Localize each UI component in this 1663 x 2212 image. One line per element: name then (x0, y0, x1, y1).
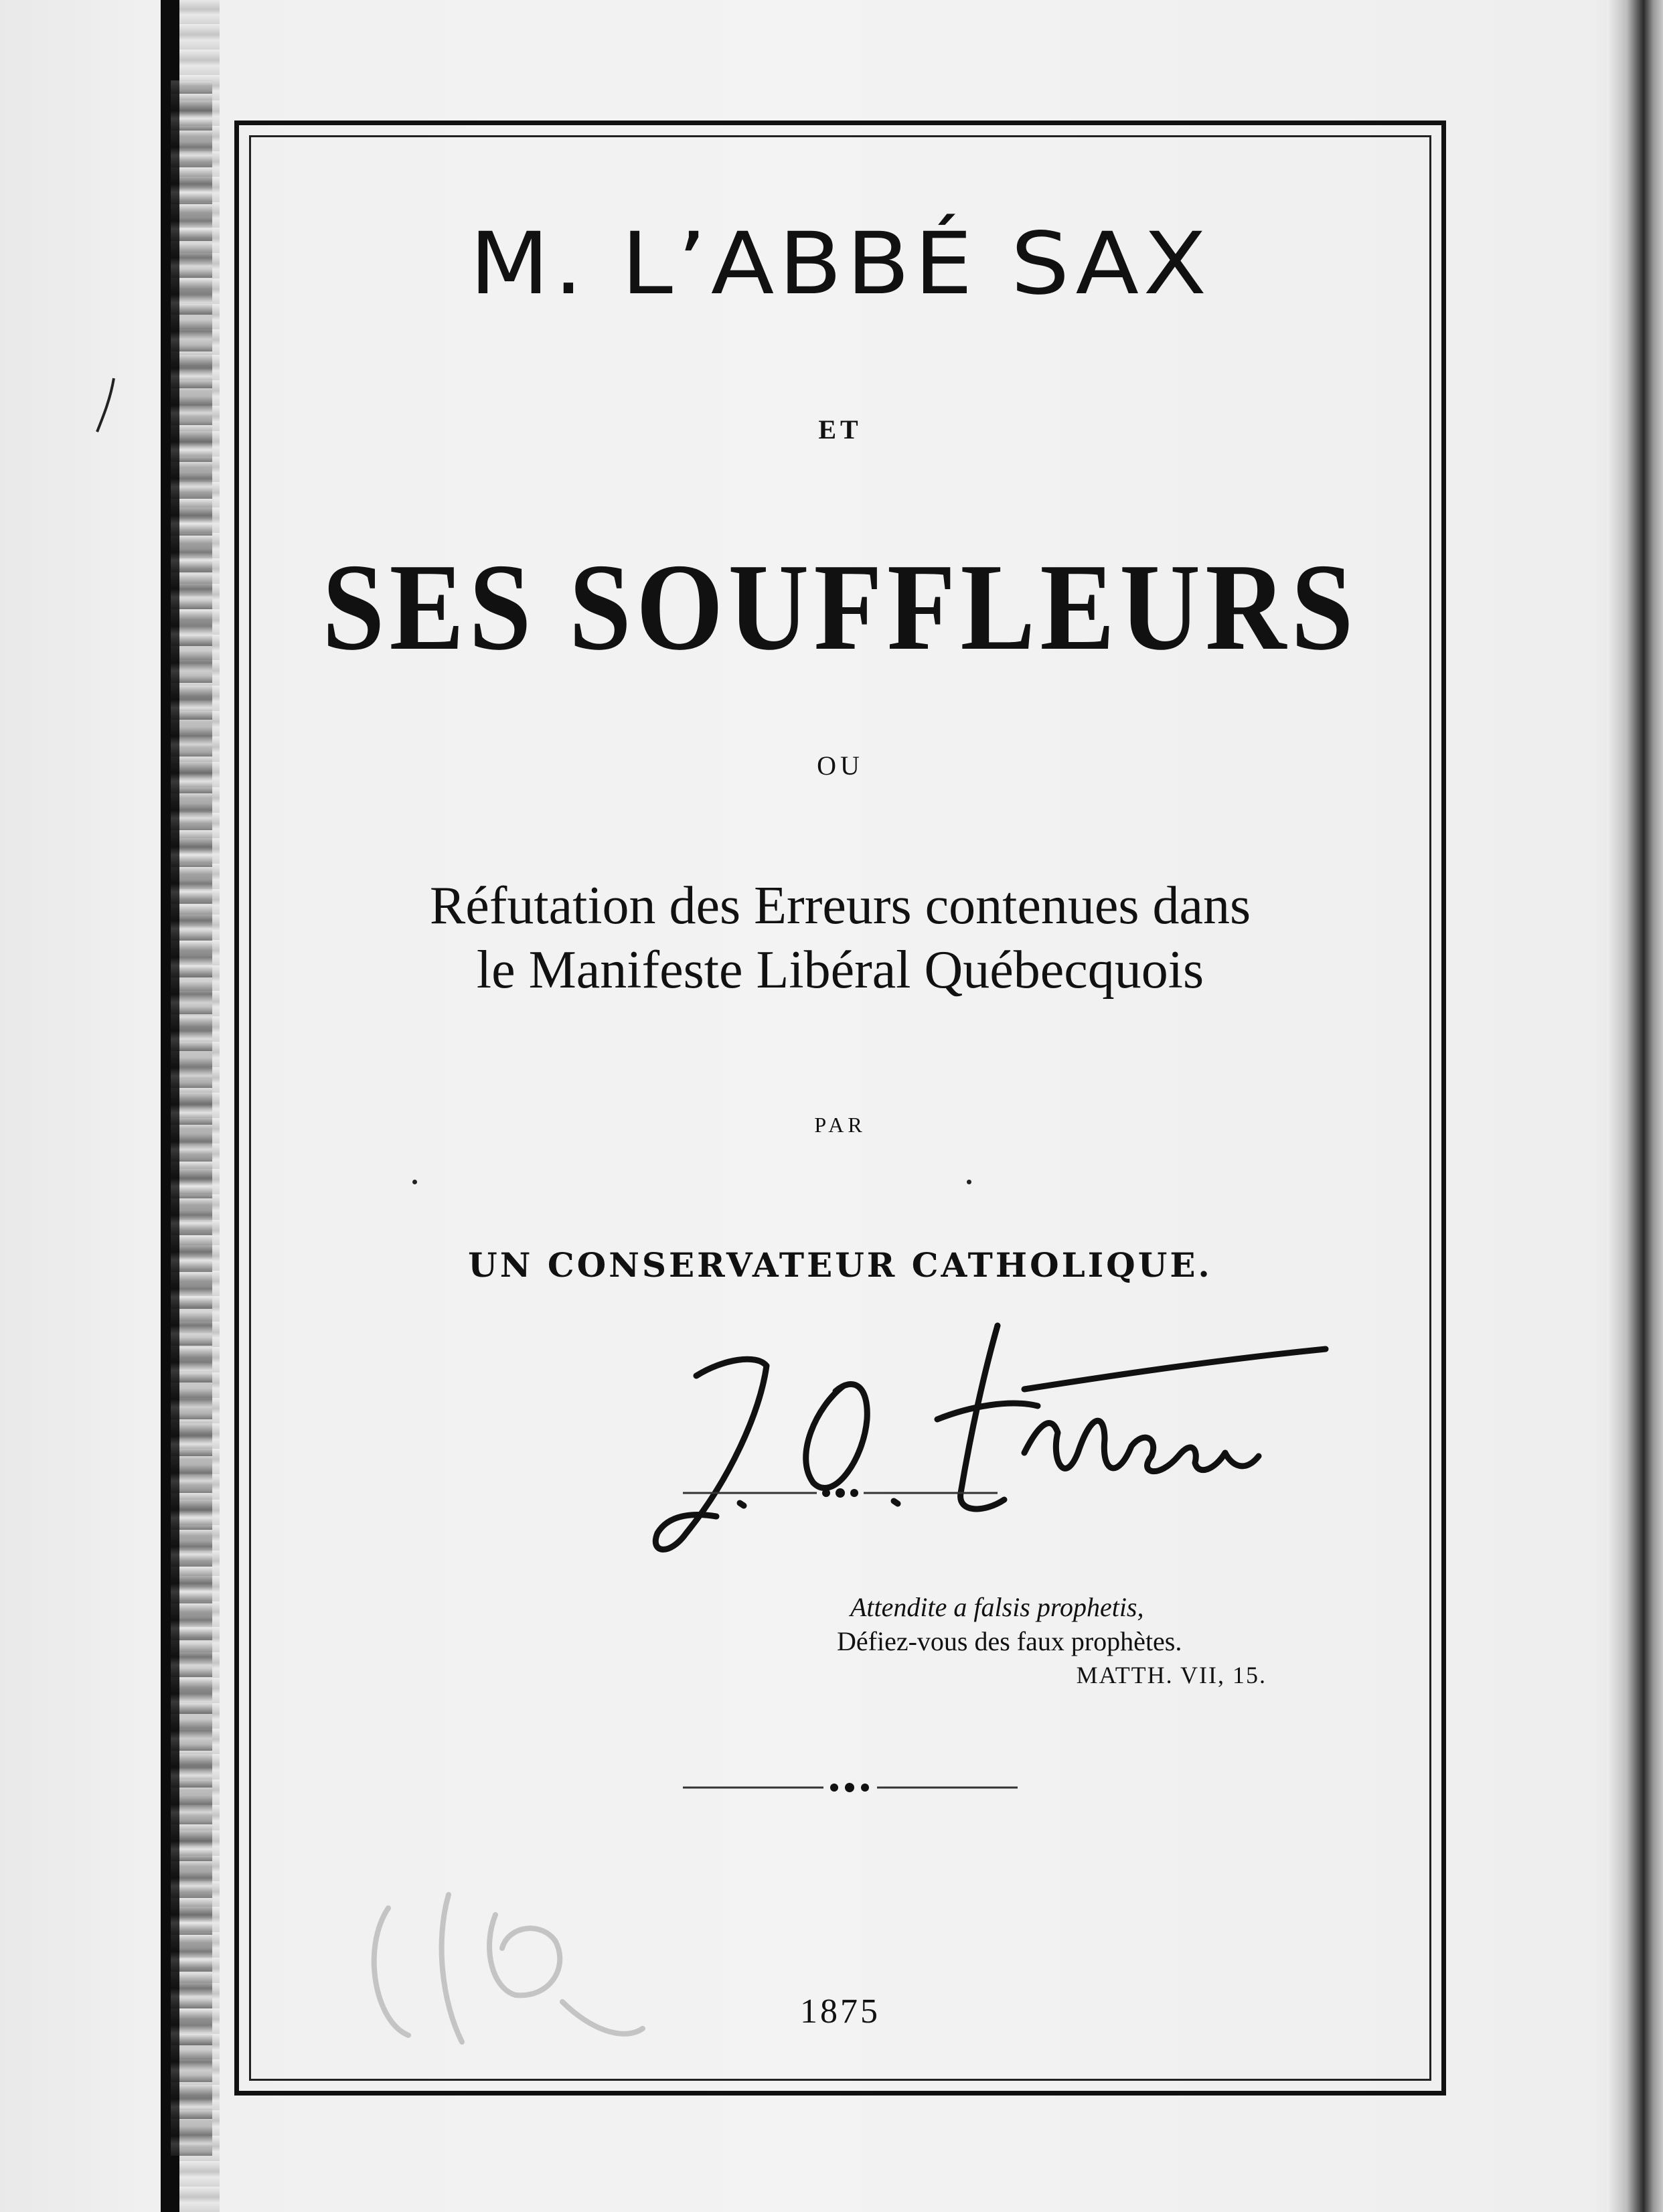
epigraph-latin: Attendite a falsis prophetis, (850, 1592, 1144, 1622)
epigraph-french: Défiez-vous des faux prophètes. (837, 1626, 1182, 1656)
author-line: UN CONSERVATEUR CATHOLIQUE. (468, 1245, 1212, 1285)
subtitle-line-2: le Manifeste Libéral Québecquois (476, 941, 1204, 1000)
speck-mark (412, 1180, 417, 1184)
title-line-2: SES SOUFFLEURS (322, 538, 1358, 676)
ornamental-rule (683, 1483, 998, 1503)
epigraph-reference: MATTH. VII, 15. (1076, 1662, 1267, 1688)
handwritten-signature (623, 1312, 1339, 1580)
title-line-1: M. L’ABBÉ SAX (469, 214, 1211, 314)
faded-stamp (348, 1868, 656, 2069)
by-label: PAR (814, 1113, 866, 1137)
binding-tape (171, 80, 212, 2156)
page-right-edge (1607, 0, 1663, 2212)
margin-mark (94, 375, 121, 435)
subtitle-line-1: Réfutation des Erreurs contenues dans (429, 876, 1251, 935)
conjunction-et: ET (818, 414, 862, 445)
speck-mark (967, 1180, 971, 1184)
subtitle (249, 874, 1431, 1002)
epigraph (803, 1590, 1272, 1692)
ornamental-divider (683, 1778, 1018, 1798)
conjunction-ou: OU (817, 750, 864, 781)
publication-year: 1875 (800, 1992, 880, 2031)
